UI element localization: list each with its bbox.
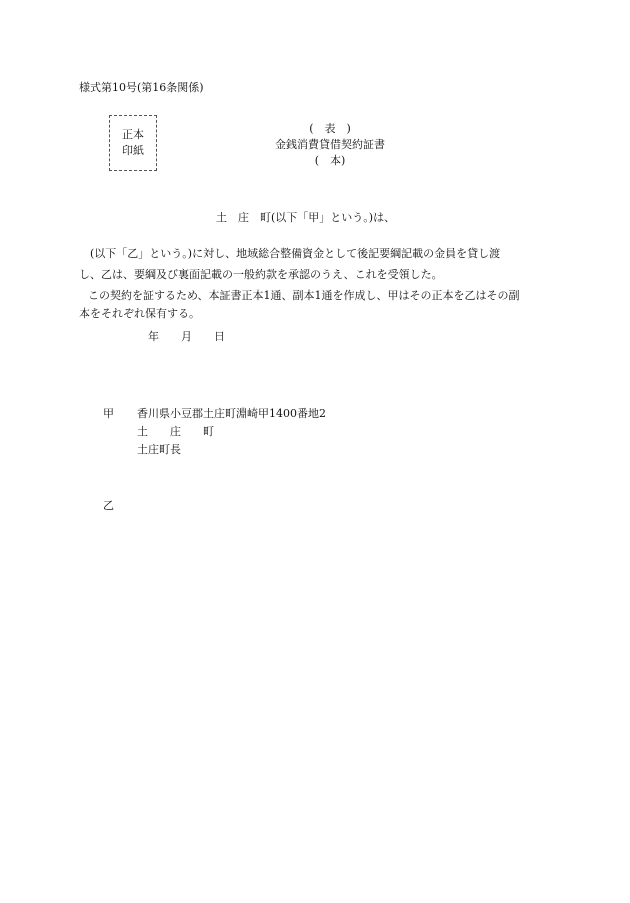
stamp-label-line2: 印紙	[122, 144, 144, 157]
document-title: 金銭消費貸借契約証書	[275, 137, 385, 151]
body-intro-line2: し、乙は、要綱及び裏面記載の一般約款を承認のうえ、これを受領した。	[79, 268, 443, 281]
stamp-label-line1: 正本	[122, 127, 144, 141]
body-certify-line1: この契約を証するため、本証書正本1通、副本1通を作成し、甲はその正本を乙はその副	[88, 289, 520, 302]
heading-side-bottom: ( 本)	[314, 153, 346, 167]
form-number: 様式第10号(第16条関係)	[79, 81, 204, 94]
revenue-stamp-box	[109, 115, 157, 171]
body-certify-line2: 本をそれぞれ保有する。	[79, 307, 200, 320]
parties-line: 土 庄 町(以下「甲」という。)は、	[216, 211, 396, 224]
party-otsu-label: 乙	[103, 499, 114, 512]
party-ko-label: 甲	[103, 407, 114, 420]
document-heading	[240, 121, 420, 169]
heading-side-top: ( 表 )	[309, 122, 351, 135]
body-intro-line1: (以下「乙」という。)に対し、地域総合整備資金として後記要綱記載の金員を貸し渡	[79, 247, 501, 260]
party-ko-town: 土 庄 町	[137, 425, 214, 438]
party-ko-mayor: 土庄町長	[137, 443, 181, 456]
party-ko-address: 香川県小豆郡土庄町淵崎甲1400番地2	[137, 407, 326, 420]
date-line: 年 月 日	[148, 330, 225, 343]
